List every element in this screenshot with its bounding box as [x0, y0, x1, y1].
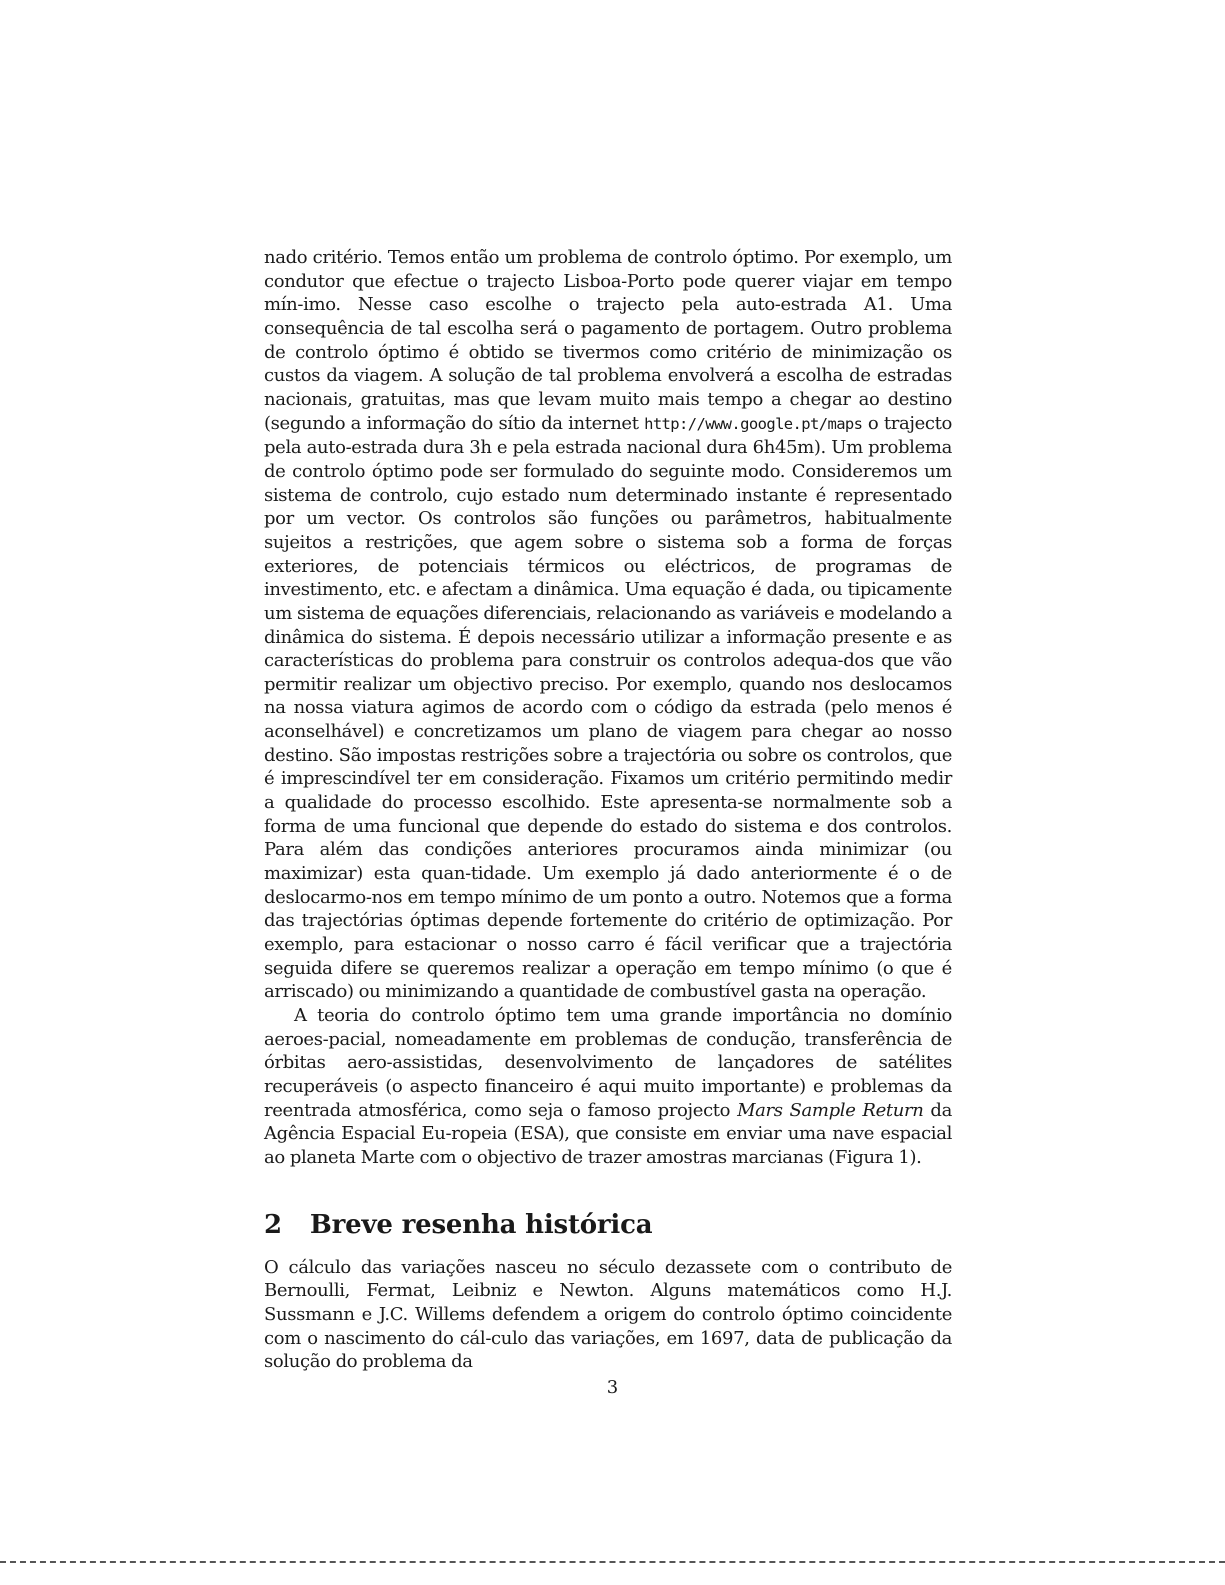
paragraph-text: nado critério. Temos então um problema de controlo óptimo. Por exemplo, um condutor que efectue o trajecto Lisboa-Porto pode querer viajar em tempo mín-imo. Nesse caso escolhe o trajecto pela auto-estrada A1. Uma consequência de tal escolha será o pagamento de portagem. Outro problema de controlo óptimo é obtido se tivermos como critério de minimização os custos da viagem. A solução de tal problema envolverá a escolha de estradas nacionais, gratuitas, mas que levam muito mais tempo a chegar ao destino (segundo a informação do sítio da internet	[264, 247, 952, 434]
maps-url-link[interactable]: http://www.google.pt/maps	[644, 414, 863, 433]
page-number: 3	[606, 1377, 619, 1398]
paragraph-text: da Agência Espacial Eu-ropeia (ESA), que consiste em enviar uma nave espacial ao planeta Marte com o objectivo de trazer amostras marcianas (Figura 1).	[264, 1099, 952, 1168]
bottom-dashed-rule	[0, 1561, 1225, 1563]
paragraph-text: o trajecto pela auto-estrada dura 3h e pela estrada nacional dura 6h45m). Um problema de controlo óptimo pode ser formulado do seguinte modo. Consideremos um sistema de controlo, cujo estado num determinado instante é representado por um vector. Os controlos são funções ou parâmetros, habitualmente sujeitos a restrições, que agem sobre o sistema sob a forma de forças exteriores, de potenciais térmicos ou eléctricos, de programas de investimento, etc. e afectam a dinâmica. Uma equação é dada, ou tipicamente um sistema de equações diferenciais, relacionando as variáveis e modelando a dinâmica do sistema. É depois necessário utilizar a informação presente e as características do problema para construir os controlos adequa-dos que vão permitir realizar um objectivo preciso. Por exemplo, quando nos deslocamos na nossa viatura agimos de acordo com o código da estrada (pelo menos é aconselhável) e concretizamos um plano de viagem para chegar ao nosso destino. São impostas restrições sobre a trajectória ou sobre os controlos, que é imprescindível ter em consideração. Fixamos um critério permitindo medir a qualidade do processo escolhido. Este apresenta-se normalmente sob a forma de uma funcional que depende do estado do sistema e dos controlos. Para além das condições anteriores procuramos ainda minimizar (ou maximizar) esta quan-tidade. Um exemplo já dado anteriormente é o de deslocarmo-nos em tempo mínimo de um ponto a outro. Notemos que a forma das trajectórias óptimas depende fortemente do critério de optimização. Por exemplo, para estacionar o nosso carro é fácil verificar que a trajectória seguida difere se queremos realizar a operação em tempo mínimo (o que é arriscado) ou minimizando a quantidade de combustível gasta na operação.	[264, 412, 952, 1003]
section-heading	[264, 1210, 952, 1240]
section-number: 2	[264, 1209, 282, 1240]
paragraph-text: A teoria do controlo óptimo tem uma grande importância no domínio aeroes-pacial, nomeadamente em problemas de condução, transferência de órbitas aero-assistidas, desenvolvimento de lançadores de satélites recuperáveis (o aspecto financeiro é aqui muito importante) e problemas da reentrada atmosférica, como seja o famoso projecto	[264, 1005, 952, 1121]
paragraph-history: O cálculo das variações nasceu no século dezassete com o contributo de Bernoulli, Fermat, Leibniz e Newton. Alguns matemáticos como H.J. Sussmann e J.C. Willems defendem a origem do controlo óptimo coincidente com o nascimento do cál-culo das variações, em 1697, data de publicação da solução do problema da	[264, 1256, 952, 1373]
paragraph-aerospace	[264, 1004, 952, 1170]
page-body	[264, 246, 952, 1374]
section-title: Breve resenha histórica	[309, 1209, 653, 1240]
project-name-italic: Mars Sample Return	[737, 1099, 924, 1121]
paragraph-control-intro	[264, 246, 952, 1004]
